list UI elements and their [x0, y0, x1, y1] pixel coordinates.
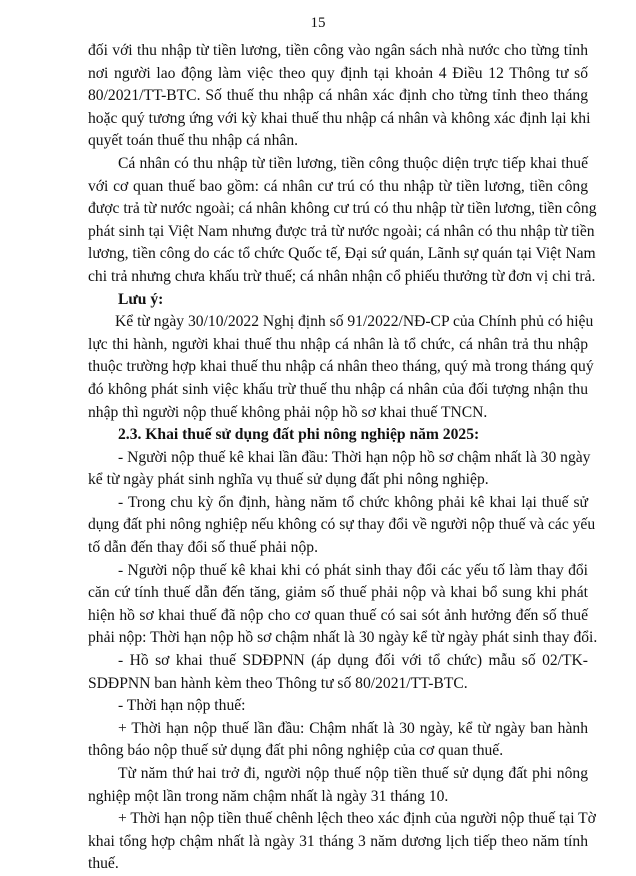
text-line: Kể từ ngày 30/10/2022 Nghị định số 91/2022/NĐ-CP của Chính phủ có hiệu [115, 313, 594, 331]
page-number: 15 [310, 15, 326, 31]
text-line: quyết toán thuế thu nhập cá nhân. [88, 132, 299, 150]
text-line: thuộc trường hợp khai thuế thu nhập cá nhân theo tháng, quý mà trong tháng quý [88, 358, 594, 376]
text-line: - Trong chu kỳ ổn định, hàng năm tổ chức không phải kê khai lại thuế sử [118, 493, 588, 511]
text-line: - Người nộp thuế kê khai khi có phát sinh thay đổi các yếu tố làm thay đổi [118, 561, 588, 579]
text-line: Từ năm thứ hai trở đi, người nộp thuế nộp tiền thuế sử dụng đất phi nông [118, 765, 588, 782]
text-line: Cá nhân có thu nhập từ tiền lương, tiền công thuộc diện trực tiếp khai thuế [118, 154, 588, 172]
text-line: thông báo nộp thuế sử dụng đất phi nông nghiệp của cơ quan thuế. [88, 742, 504, 760]
text-line: - Thời hạn nộp thuế: [118, 697, 246, 715]
text-line: căn cứ tính thuế dẫn đến tăng, giảm số thuế phải nộp và khai bổ sung khi phát [88, 584, 588, 602]
text-line: thuế. [88, 855, 119, 873]
text-line: lực thi hành, người khai thuế thu nhập cá nhân là tổ chức, cá nhân trả thu nhập [88, 335, 588, 353]
text-line: lương, tiền công do các tổ chức Quốc tế, Đại sứ quán, Lãnh sự quán tại Việt Nam [88, 245, 596, 263]
text-line: + Thời hạn nộp tiền thuế chênh lệch theo xác định của người nộp thuế tại Tờ [118, 810, 596, 828]
text-line: kể từ ngày phát sinh nghĩa vụ thuế sử dụng đất phi nông nghiệp. [88, 471, 489, 489]
text-line: - Hồ sơ khai thuế SDĐPNN (áp dụng đối với tổ chức) mẫu số 02/TK- [118, 652, 588, 670]
text-line: SDĐPNN ban hành kèm theo Thông tư số 80/2021/TT-BTC. [88, 674, 468, 692]
text-line: khai tổng hợp chậm nhất là ngày 31 tháng 3 năm dương lịch tiếp theo năm tính [88, 832, 588, 850]
heading-line: Lưu ý: [118, 290, 164, 308]
text-line: + Thời hạn nộp thuế lần đầu: Chậm nhất là 30 ngày, kể từ ngày ban hành [118, 719, 588, 737]
heading-line: 2.3. Khai thuế sử dụng đất phi nông nghiệp năm 2025: [118, 426, 480, 444]
text-line: phát sinh tại Việt Nam nhưng được trả từ nước ngoài; cá nhân có thu nhập từ tiền [88, 222, 595, 240]
text-line: đó không phát sinh việc khấu trừ thuế thu nhập cá nhân của đối tượng nhận thu [88, 380, 588, 398]
text-line: đối với thu nhập từ tiền lương, tiền công vào ngân sách nhà nước cho từng tỉnh [88, 42, 588, 59]
text-line: nơi người lao động làm việc theo quy định tại khoản 4 Điều 12 Thông tư số [88, 64, 588, 82]
text-line: được trả từ nước ngoài; cá nhân không cư trú có thu nhập từ tiền lương, tiền công [88, 200, 597, 218]
text-line: với cơ quan thuế bao gồm: cá nhân cư trú có thu nhập từ tiền lương, tiền công [88, 177, 588, 195]
text-line: tố dẫn đến thay đổi số thuế phải nộp. [88, 539, 318, 557]
document-body [88, 40, 598, 876]
text-line: nhập thì người nộp thuế không phải nộp hồ sơ khai thuế TNCN. [88, 403, 488, 421]
text-line: hiện hồ sơ khai thuế đã nộp cho cơ quan thuế có sai sót ảnh hưởng đến số thuế [88, 606, 588, 624]
text-line: - Người nộp thuế kê khai lần đầu: Thời hạn nộp hồ sơ chậm nhất là 30 ngày [118, 448, 591, 466]
text-line: 80/2021/TT-BTC. Số thuế thu nhập cá nhân xác định cho từng tỉnh theo tháng [88, 87, 588, 105]
text-line: hoặc quý tương ứng với kỳ khai thuế thu nhập cá nhân và không xác định lại khi [88, 109, 591, 127]
text-line: phải nộp: Thời hạn nộp hồ sơ chậm nhất là 30 ngày kể từ ngày phát sinh thay đổi. [88, 629, 598, 647]
text-line: nghiệp một lần trong năm chậm nhất là ngày 31 tháng 10. [88, 787, 449, 805]
text-line: chi trả nhưng chưa khấu trừ thuế; cá nhân nhận cổ phiếu thưởng từ đơn vị chi trả. [88, 267, 596, 285]
text-line: dụng đất phi nông nghiệp nếu không có sự thay đổi về người nộp thuế và các yếu [88, 516, 596, 534]
